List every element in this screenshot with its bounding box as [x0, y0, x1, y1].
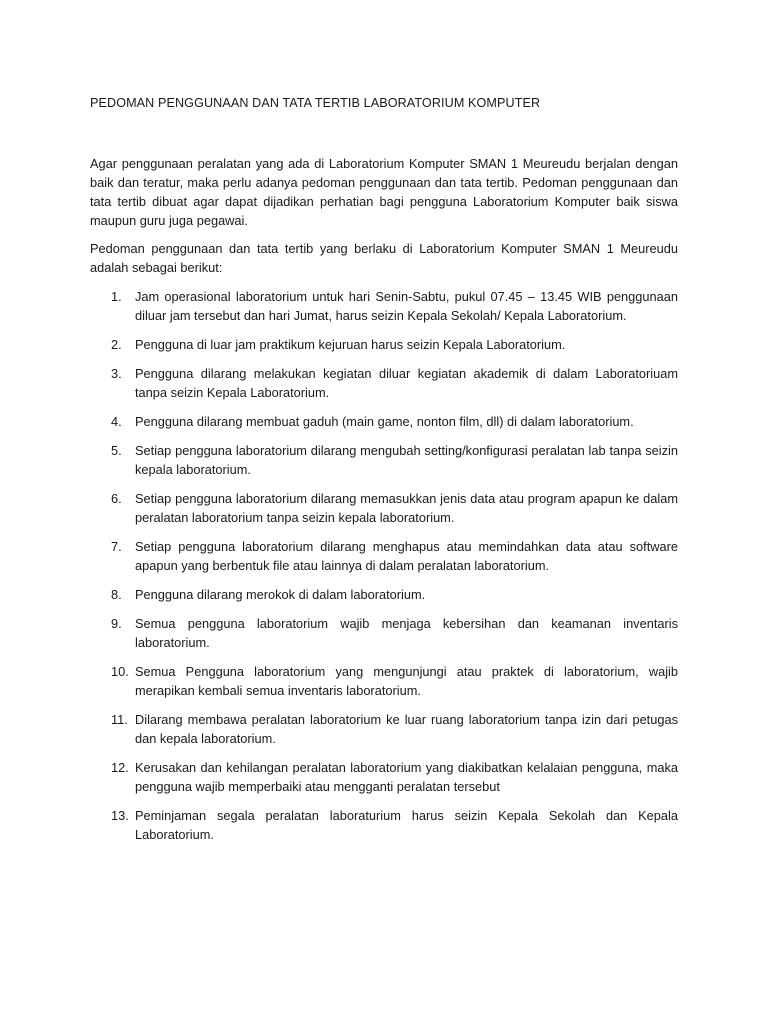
list-item	[90, 489, 678, 527]
list-item	[90, 614, 678, 652]
list-item-text: Dilarang membawa peralatan laboratorium ke luar ruang laboratorium tanpa izin dari petugas dan kepala laboratorium.	[135, 712, 678, 746]
list-item-number: 8.	[111, 587, 122, 602]
list-item	[90, 287, 678, 325]
list-item	[90, 806, 678, 844]
list-item	[90, 364, 678, 402]
list-item-number: 11.	[111, 712, 128, 727]
list-item-number: 12.	[111, 760, 129, 775]
list-item-text: Jam operasional laboratorium untuk hari Senin-Sabtu, pukul 07.45 – 13.45 WIB penggunaan diluar jam tersebut dan hari Jumat, harus seizin Kepala Sekolah/ Kepala Laboratorium.	[135, 289, 678, 323]
list-item	[90, 710, 678, 748]
list-item-number: 3.	[111, 366, 122, 381]
list-item-number: 6.	[111, 491, 122, 506]
list-item-text: Pengguna dilarang melakukan kegiatan diluar kegiatan akademik di dalam Laboratoriuam tanpa seizin Kepala Laboratorium.	[135, 366, 678, 400]
list-item	[90, 758, 678, 796]
list-item-text: Setiap pengguna laboratorium dilarang memasukkan jenis data atau program apapun ke dalam peralatan laboratorium tanpa seizin kepala laboratorium.	[135, 491, 678, 525]
list-item-text: Kerusakan dan kehilangan peralatan laboratorium yang diakibatkan kelalaian pengguna, maka pengguna wajib memperbaiki atau mengganti peralatan tersebut	[135, 760, 678, 794]
list-item	[90, 441, 678, 479]
list-item	[90, 585, 678, 604]
list-item-number: 2.	[111, 337, 122, 352]
list-item-text: Pengguna di luar jam praktikum kejuruan harus seizin Kepala Laboratorium.	[135, 337, 566, 352]
list-item-number: 5.	[111, 443, 122, 458]
list-item-text: Semua pengguna laboratorium wajib menjaga kebersihan dan keamanan inventaris laboratorium.	[135, 616, 678, 650]
list-item-number: 13.	[111, 808, 129, 823]
rules-lead-paragraph: Pedoman penggunaan dan tata tertib yang berlaku di Laboratorium Komputer SMAN 1 Meureudu adalah sebagai berikut:	[90, 241, 678, 275]
list-item-text: Pengguna dilarang merokok di dalam laboratorium.	[135, 587, 426, 602]
list-item-number: 9.	[111, 616, 122, 631]
intro-paragraph: Agar penggunaan peralatan yang ada di Laboratorium Komputer SMAN 1 Meureudu berjalan dengan baik dan teratur, maka perlu adanya pedoman penggunaan dan tata tertib. Pedoman penggunaan dan tata tertib dibuat agar dapat dijadikan perhatian bagi pengguna Laboratorium Komputer baik siswa maupun guru juga pegawai.	[90, 156, 678, 228]
list-item	[90, 412, 678, 431]
list-item-number: 1.	[111, 289, 122, 304]
list-item-text: Setiap pengguna laboratorium dilarang mengubah setting/konfigurasi peralatan lab tanpa seizin kepala laboratorium.	[135, 443, 678, 477]
list-item-text: Pengguna dilarang membuat gaduh (main game, nonton film, dll) di dalam laboratorium.	[135, 414, 634, 429]
list-item-number: 10.	[111, 664, 129, 679]
rules-list	[90, 287, 678, 844]
list-item	[90, 537, 678, 575]
list-item-text: Peminjaman segala peralatan laboraturium harus seizin Kepala Sekolah dan Kepala Laboratorium.	[135, 808, 678, 842]
document-title: PEDOMAN PENGGUNAAN DAN TATA TERTIB LABORATORIUM KOMPUTER	[90, 96, 541, 110]
list-item-number: 4.	[111, 414, 122, 429]
list-item-text: Setiap pengguna laboratorium dilarang menghapus atau memindahkan data atau software apapun yang berbentuk file atau lainnya di dalam peralatan laboratorium.	[135, 539, 678, 573]
list-item-number: 7.	[111, 539, 122, 554]
list-item-text: Semua Pengguna laboratorium yang mengunjungi atau praktek di laboratorium, wajib merapikan kembali semua inventaris laboratorium.	[135, 664, 678, 698]
list-item	[90, 662, 678, 700]
list-item	[90, 335, 678, 354]
